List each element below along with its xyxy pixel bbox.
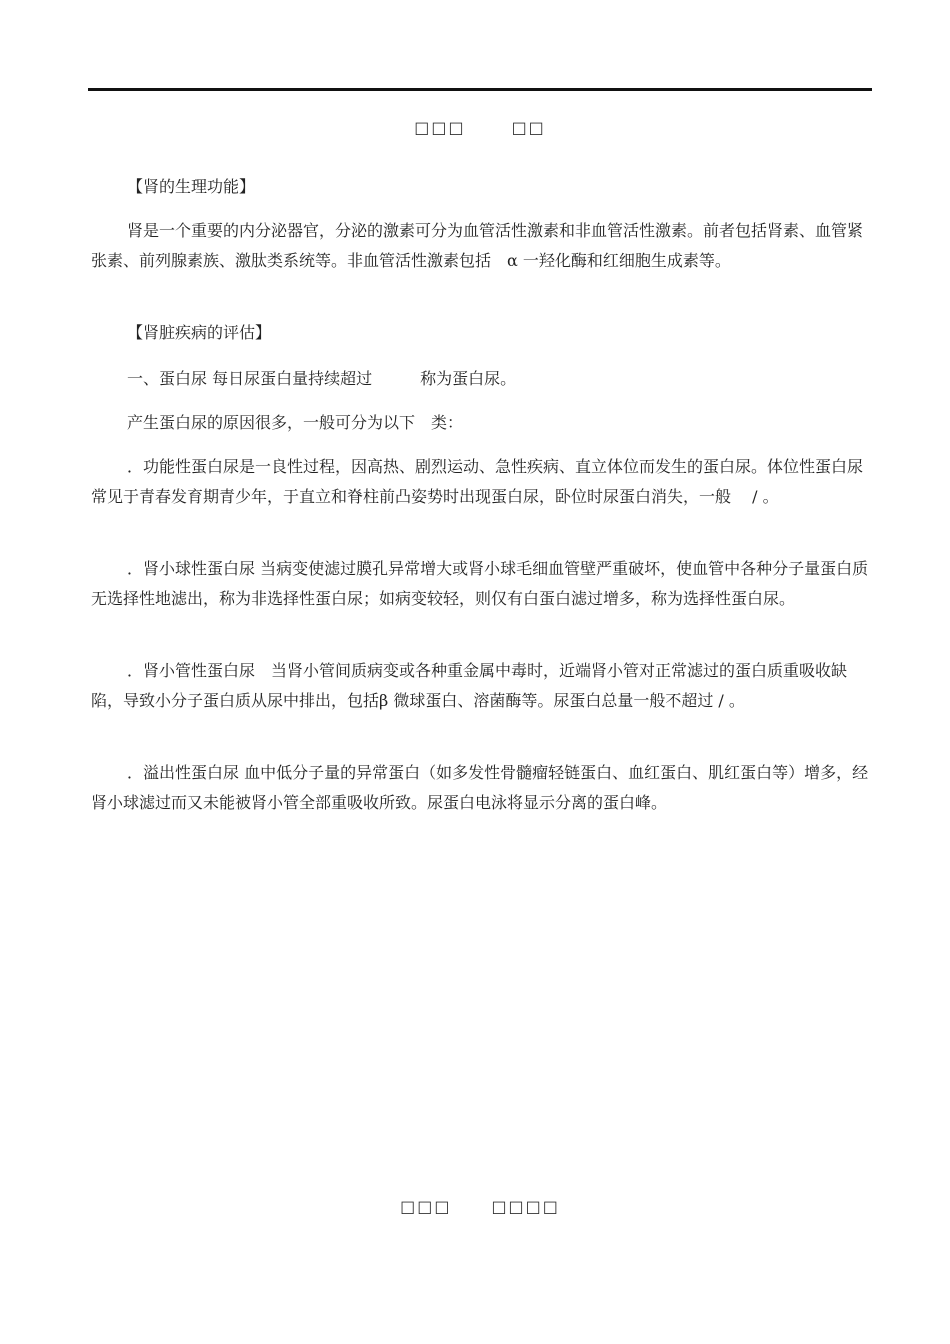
footer-right: □□□□ <box>491 1197 560 1216</box>
causes-intro: 产生蛋白尿的原因很多，一般可分为以下 类： <box>127 413 464 432</box>
item-overflow-proteinuria: ．溢出性蛋白尿 血中低分子量的异常蛋白（如多发性骨髓瘤轻链蛋白、血红蛋白、肌红蛋白等）增多，经肾小球滤过而又未能被肾小管全部重吸收所致。尿蛋白电泳将显示分离的蛋白峰。 <box>91 763 869 812</box>
footer-left: □□□ <box>400 1197 452 1216</box>
page-header <box>88 118 872 137</box>
page-footer <box>88 1197 872 1216</box>
proteinuria-definition: 一、蛋白尿 每日尿蛋白量持续超过 称为蛋白尿。 <box>127 369 517 388</box>
header-right: □□ <box>511 118 546 137</box>
item-glomerular-proteinuria: ．肾小球性蛋白尿 当病变使滤过膜孔异常增大或肾小球毛细血管壁严重破坏，使血管中各种分子量蛋白质无选择性地滤出，称为非选择性蛋白尿；如病变较轻，则仅有白蛋白滤过增多，称为选择性蛋白尿。 <box>91 559 869 608</box>
header-left: □□□ <box>414 118 466 137</box>
physiology-heading: 【肾的生理功能】 <box>127 177 256 196</box>
header-rule <box>88 88 872 91</box>
physiology-paragraph: 肾是一个重要的内分泌器官，分泌的激素可分为血管活性激素和非血管活性激素。前者包括肾素、血管紧张素、前列腺素族、激肽类系统等。非血管活性激素包括 α 一羟化酶和红细胞生成素等。 <box>91 221 864 270</box>
item-tubular-proteinuria: ．肾小管性蛋白尿 当肾小管间质病变或各种重金属中毒时，近端肾小管对正常滤过的蛋白质重吸收缺陷，导致小分子蛋白质从尿中排出，包括β 微球蛋白、溶菌酶等。尿蛋白总量一般不超过 / 。 <box>91 661 848 710</box>
item-functional-proteinuria: ．功能性蛋白尿是一良性过程，因高热、剧烈运动、急性疾病、直立体位而发生的蛋白尿。体位性蛋白尿常见于青春发育期青少年，于直立和脊柱前凸姿势时出现蛋白尿，卧位时尿蛋白消失，一般 / 。 <box>91 457 864 506</box>
evaluation-heading: 【肾脏疾病的评估】 <box>127 323 272 342</box>
